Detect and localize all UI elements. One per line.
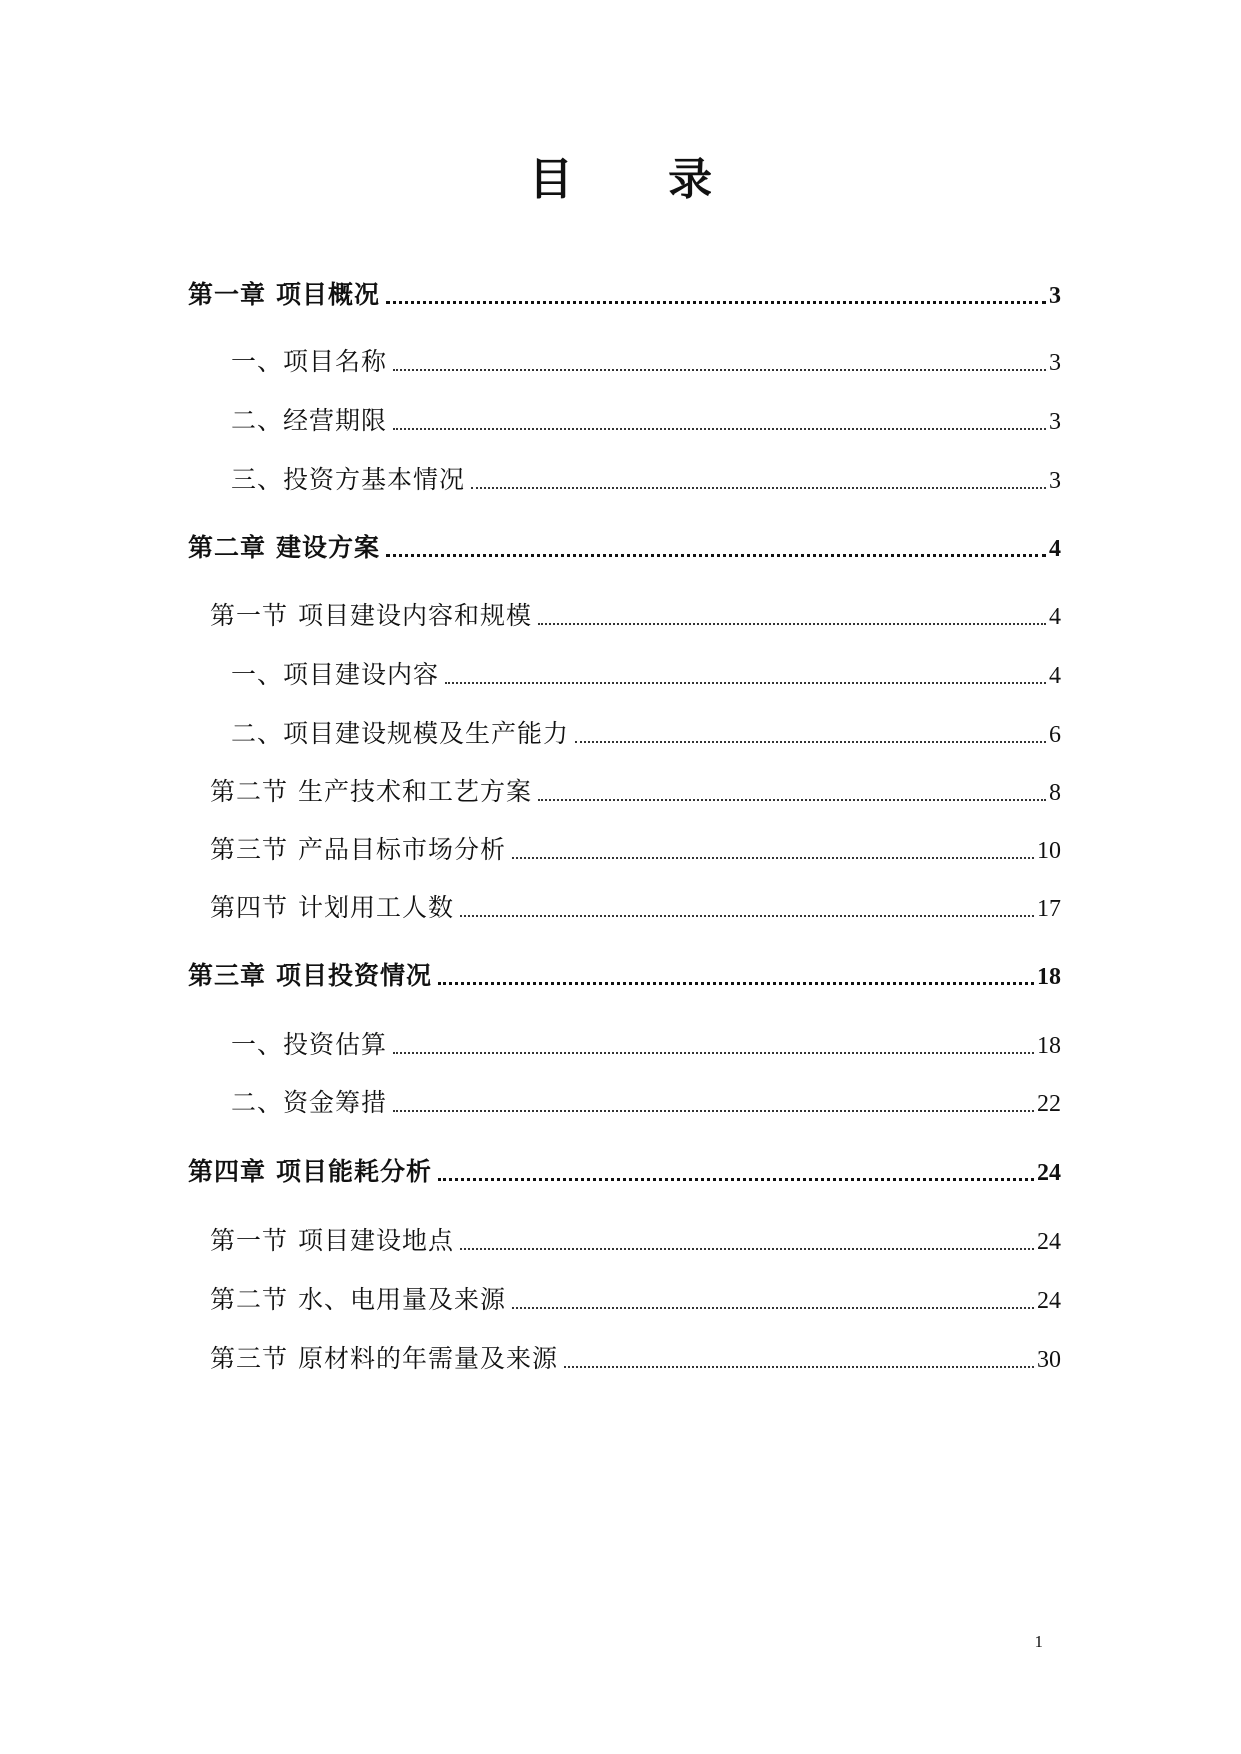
- toc-entry[interactable]: 第三节 原材料的年需量及来源 30: [0, 1339, 1241, 1379]
- toc-entry[interactable]: 第四章 项目能耗分析 24: [0, 1152, 1241, 1192]
- toc-page-number: 3: [1049, 468, 1061, 494]
- dot-leader: [445, 682, 1046, 684]
- toc-page-number: 10: [1037, 838, 1061, 864]
- toc-entry[interactable]: 第一章 项目概况 3: [0, 275, 1241, 315]
- toc-page-number: 4: [1049, 604, 1061, 630]
- toc-entry[interactable]: 三、投资方基本情况 3: [0, 460, 1241, 500]
- toc-entry[interactable]: 第二节 生产技术和工艺方案 8: [0, 772, 1241, 812]
- toc-page-number: 24: [1037, 1229, 1061, 1255]
- page-title: 目 录: [528, 154, 753, 205]
- toc-page-number: 24: [1037, 1160, 1061, 1186]
- toc-entry[interactable]: 一、投资估算 18: [0, 1025, 1241, 1065]
- toc-page-number: 8: [1049, 780, 1061, 806]
- toc-entry[interactable]: 二、资金筹措 22: [0, 1083, 1241, 1123]
- dot-leader: [386, 301, 1046, 304]
- toc-entry[interactable]: 一、项目名称 3: [0, 342, 1241, 382]
- toc-page-number: 18: [1037, 1033, 1061, 1059]
- toc-page-number: 3: [1049, 350, 1061, 376]
- dot-leader: [538, 799, 1046, 801]
- dot-leader: [512, 857, 1034, 859]
- dot-leader: [471, 487, 1046, 489]
- toc-entry[interactable]: 第二章 建设方案 4: [0, 528, 1241, 568]
- toc-page-number: 17: [1037, 896, 1061, 922]
- toc-entry[interactable]: 第三节 产品目标市场分析 10: [0, 830, 1241, 870]
- dot-leader: [564, 1366, 1034, 1368]
- dot-leader: [438, 982, 1034, 985]
- dot-leader: [393, 369, 1046, 371]
- toc-entry[interactable]: 一、项目建设内容 4: [0, 655, 1241, 695]
- toc-entry[interactable]: 第四节 计划用工人数 17: [0, 888, 1241, 928]
- toc-page-number: 18: [1037, 964, 1061, 990]
- toc-entry[interactable]: 二、经营期限 3: [0, 401, 1241, 441]
- dot-leader: [460, 1248, 1034, 1250]
- toc-page-number: 22: [1037, 1091, 1061, 1117]
- dot-leader: [512, 1307, 1034, 1309]
- toc-entry[interactable]: 第三章 项目投资情况 18: [0, 956, 1241, 996]
- dot-leader: [386, 554, 1046, 557]
- toc-entry[interactable]: 二、项目建设规模及生产能力 6: [0, 714, 1241, 754]
- dot-leader: [460, 915, 1034, 917]
- footer-page-number: 1: [1034, 1632, 1043, 1651]
- toc-page-number: 3: [1049, 283, 1061, 309]
- dot-leader: [393, 428, 1046, 430]
- toc-page-number: 6: [1049, 722, 1061, 748]
- toc-page-number: 4: [1049, 536, 1061, 562]
- toc-entry[interactable]: 第一节 项目建设地点 24: [0, 1221, 1241, 1261]
- toc-page-number: 4: [1049, 663, 1061, 689]
- toc-entry[interactable]: 第一节 项目建设内容和规模 4: [0, 596, 1241, 636]
- toc-page-number: 3: [1049, 409, 1061, 435]
- toc-page-number: 24: [1037, 1288, 1061, 1314]
- toc-page-number: 30: [1037, 1347, 1061, 1373]
- toc-entry[interactable]: 第二节 水、电用量及来源 24: [0, 1280, 1241, 1320]
- dot-leader: [438, 1178, 1034, 1181]
- dot-leader: [538, 623, 1046, 625]
- dot-leader: [393, 1052, 1034, 1054]
- dot-leader: [393, 1110, 1034, 1112]
- dot-leader: [575, 741, 1046, 743]
